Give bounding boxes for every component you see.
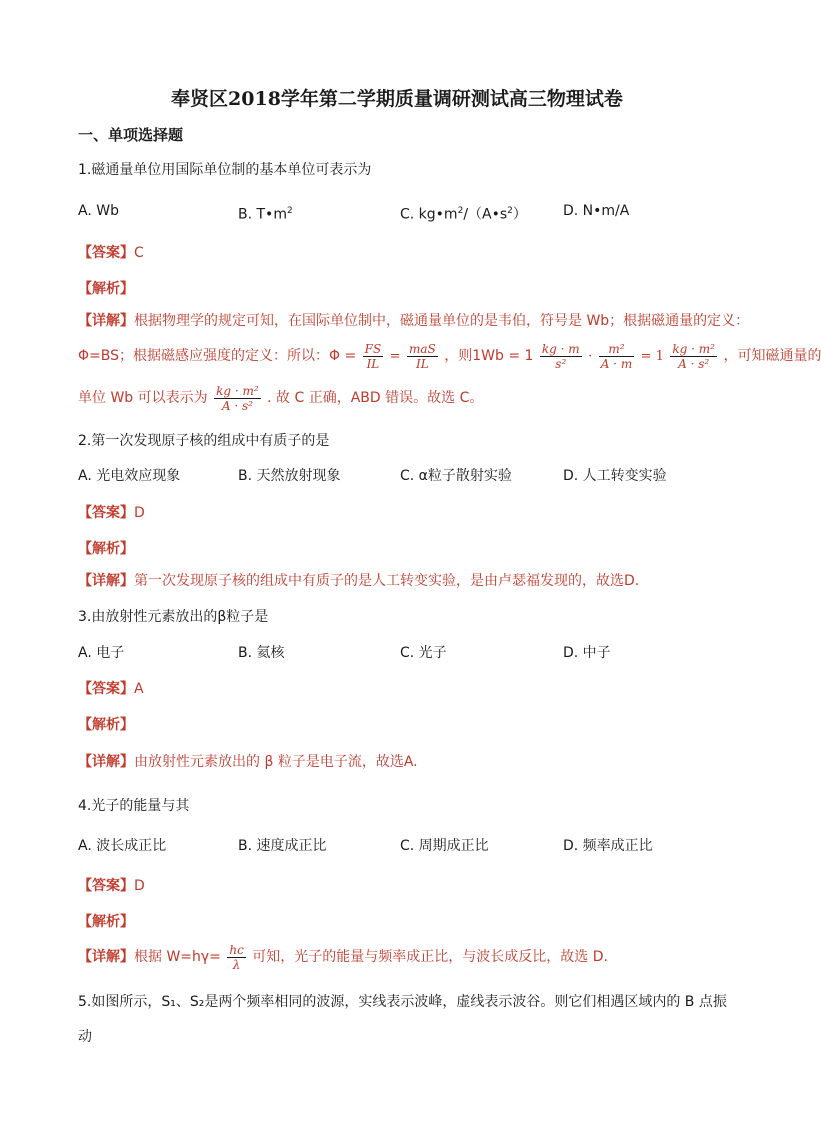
q5-stem-line2: 动 <box>78 1029 92 1045</box>
q2-option-c: C. α粒子散射实验 <box>400 468 512 484</box>
q3-analysis-label: 【解析】 <box>78 717 134 733</box>
q1-frac-kgm2-as2: $\frac{\text{kg · m²}}{\text{A · s²}}$ <box>672 341 715 371</box>
q3-option-a: A. 电子 <box>78 645 125 661</box>
q4-option-a: A. 波长成正比 <box>78 838 167 854</box>
q2-analysis-label: 【解析】 <box>78 541 134 557</box>
q1-analysis-label: 【解析】 <box>78 281 134 297</box>
q1-option-a: A. Wb <box>78 203 119 219</box>
q1-detail-line3: 单位 Wb 可以表示为 $\frac{\text{kg · m²}}{\text{A · s²}}$ . 故 C 正确，ABD 错误。故选 C。 <box>78 383 484 413</box>
q2-option-a: A. 光电效应现象 <box>78 468 181 484</box>
q1-frac-kgm-s2: $\frac{kg \cdot m}{\text{s²}}$ <box>541 341 580 371</box>
q4-answer: 【答案】D <box>78 878 145 894</box>
q1-detail-line1: 【详解】根据物理学的规定可知，在国际单位制中，磁通量单位的是韦伯，符号是 Wb；根据磁通量的定义： <box>78 313 750 329</box>
q2-option-b: B. 天然放射现象 <box>238 468 341 484</box>
q1-frac-fs-il: $\frac{FS}{IL}$ <box>364 341 382 371</box>
q1-detail-line2: Φ=BS；根据磁感应强度的定义：所以：Φ = $\frac{FS}{IL}$ = $\frac{\text{maS}}{IL}$ ，则1Wb = 1 $\frac{kg \cdot m}{\text{s²}}$ · $\frac{\text{m²}}{A \cdot m}$ = 1 $\frac{\text{kg · m²}}{\text{A · s²}}$ ，可知磁通量的 <box>78 341 821 371</box>
q3-option-d: D. 中子 <box>563 645 611 661</box>
q4-option-c: C. 周期成正比 <box>400 838 489 854</box>
q4-frac-hc-lambda: $\frac{hc}{\lambda}$ <box>229 942 244 972</box>
q3-stem: 3.由放射性元素放出的β粒子是 <box>78 609 269 625</box>
q4-stem: 4.光子的能量与其 <box>78 798 190 814</box>
q5-stem-line1: 5.如图所示，S₁、S₂是两个频率相同的波源，实线表示波峰，虚线表示波谷。则它们相遇区域内的 B 点振 <box>78 994 727 1010</box>
q4-analysis-label: 【解析】 <box>78 914 134 930</box>
q2-stem: 2.第一次发现原子核的组成中有质子的是 <box>78 433 330 449</box>
q3-detail: 【详解】由放射性元素放出的 β 粒子是电子流，故选A. <box>78 754 418 770</box>
q4-option-d: D. 频率成正比 <box>563 838 653 854</box>
q1-option-b: B. $T•m^2$ <box>238 206 293 223</box>
exam-title: 奉贤区2018学年第二学期质量调研测试高三物理试卷 <box>171 88 623 110</box>
q3-option-b: B. 氦核 <box>238 645 285 661</box>
q4-detail: 【详解】根据 W=hγ= $\frac{hc}{\lambda}$ 可知，光子的能量与频率成正比，与波长成反比，故选 D. <box>78 942 608 972</box>
q2-option-d: D. 人工转变实验 <box>563 468 667 484</box>
q1-frac-mas-il: $\frac{\text{maS}}{IL}$ <box>409 341 436 371</box>
q3-option-c: C. 光子 <box>400 645 447 661</box>
section-heading: 一、单项选择题 <box>78 126 184 144</box>
q2-detail: 【详解】第一次发现原子核的组成中有质子的是人工转变实验，是由卢瑟福发现的，故选D. <box>78 573 640 589</box>
q1-frac-m2-am: $\frac{\text{m²}}{A \cdot m}$ <box>600 341 633 371</box>
q1-stem: 1.磁通量单位用国际单位制的基本单位可表示为 <box>78 162 372 178</box>
q1-option-c: C. $kg•m^2/(A•s^2)$ <box>400 206 527 223</box>
q2-answer: 【答案】D <box>78 505 145 521</box>
q1-frac-unit: $\frac{\text{kg · m²}}{\text{A · s²}}$ <box>216 383 259 413</box>
q4-option-b: B. 速度成正比 <box>238 838 327 854</box>
q1-option-d: D. N•m/A <box>563 203 630 219</box>
q3-answer: 【答案】A <box>78 681 144 697</box>
q1-answer: 【答案】C <box>78 245 144 261</box>
